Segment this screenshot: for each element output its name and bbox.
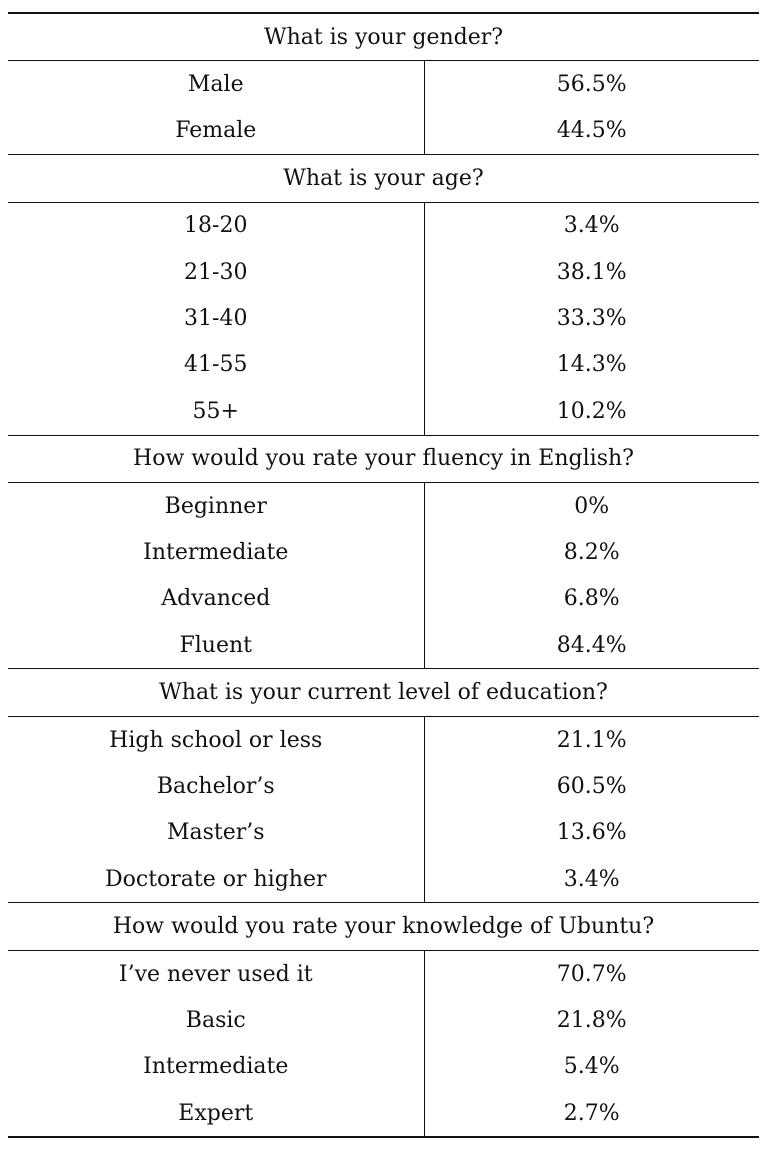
answer-row — [8, 482, 759, 529]
answer-label: Intermediate — [143, 1054, 289, 1080]
answer-label: Intermediate — [143, 539, 289, 565]
question-text: How would you rate your knowledge of Ubuntu? — [112, 914, 655, 940]
answer-percentage: 70.7% — [424, 950, 759, 997]
answer-label: Master’s — [166, 820, 265, 846]
question-row-english-fluency — [8, 435, 759, 482]
answer-row — [8, 856, 759, 903]
answer-label: Bachelor’s — [156, 773, 275, 799]
answer-percentage: 33.3% — [424, 295, 759, 341]
answer-row — [8, 716, 759, 763]
answer-label: Fluent — [8, 622, 424, 669]
question-text: What is your current level of education? — [159, 680, 608, 706]
answer-percentage: 8.2% — [424, 529, 759, 575]
answer-label: Female — [8, 108, 424, 155]
answer-label: Male — [8, 61, 424, 108]
answer-percentage: 38.1% — [424, 249, 759, 295]
answer-row — [8, 388, 759, 435]
answer-percentage: 21.1% — [424, 716, 759, 763]
question-text: How would you rate your fluency in English? — [133, 446, 634, 472]
survey-results-table — [8, 12, 759, 1138]
answer-label: Basic — [185, 1007, 246, 1033]
answer-label: Doctorate or higher — [8, 856, 424, 903]
answer-percentage: 0% — [424, 482, 759, 529]
question-row-age — [8, 155, 759, 202]
answer-row — [8, 108, 759, 155]
answer-label: Expert — [178, 1100, 254, 1126]
answer-percentage: 21.8% — [424, 997, 759, 1043]
question-row-gender — [8, 13, 759, 61]
survey-table-body — [8, 13, 759, 1137]
answer-row — [8, 763, 759, 809]
answer-percentage: 56.5% — [424, 61, 759, 108]
answer-percentage: 14.3% — [424, 342, 759, 388]
answer-percentage: 60.5% — [424, 763, 759, 809]
answer-row — [8, 1090, 759, 1137]
answer-row — [8, 295, 759, 341]
answer-percentage: 6.8% — [424, 576, 759, 622]
answer-label: 31-40 — [184, 306, 248, 332]
answer-row — [8, 622, 759, 669]
answer-row — [8, 529, 759, 575]
question-row-education — [8, 669, 759, 716]
answer-label: Beginner — [8, 482, 424, 529]
answer-percentage: 13.6% — [424, 810, 759, 856]
answer-row — [8, 950, 759, 997]
answer-row — [8, 810, 759, 856]
answer-percentage: 2.7% — [424, 1090, 759, 1137]
answer-percentage: 3.4% — [424, 202, 759, 249]
answer-label: 18-20 — [8, 202, 424, 249]
answer-row — [8, 249, 759, 295]
question-row-ubuntu-knowledge — [8, 903, 759, 950]
answer-row — [8, 997, 759, 1043]
answer-label: 41-55 — [184, 352, 248, 378]
question-text: What is your gender? — [263, 24, 504, 50]
answer-percentage: 3.4% — [424, 856, 759, 903]
answer-row — [8, 342, 759, 388]
answer-label: High school or less — [8, 716, 424, 763]
answer-percentage: 10.2% — [424, 388, 759, 435]
answer-row — [8, 1044, 759, 1090]
answer-row — [8, 202, 759, 249]
answer-label: 21-30 — [184, 259, 248, 285]
answer-percentage: 84.4% — [424, 622, 759, 669]
answer-percentage: 5.4% — [424, 1044, 759, 1090]
answer-row — [8, 576, 759, 622]
answer-label: 55+ — [8, 388, 424, 435]
answer-percentage: 44.5% — [424, 108, 759, 155]
question-text: What is your age? — [283, 165, 484, 191]
answer-label: Advanced — [161, 586, 271, 612]
answer-row — [8, 61, 759, 108]
answer-label: I’ve never used it — [8, 950, 424, 997]
